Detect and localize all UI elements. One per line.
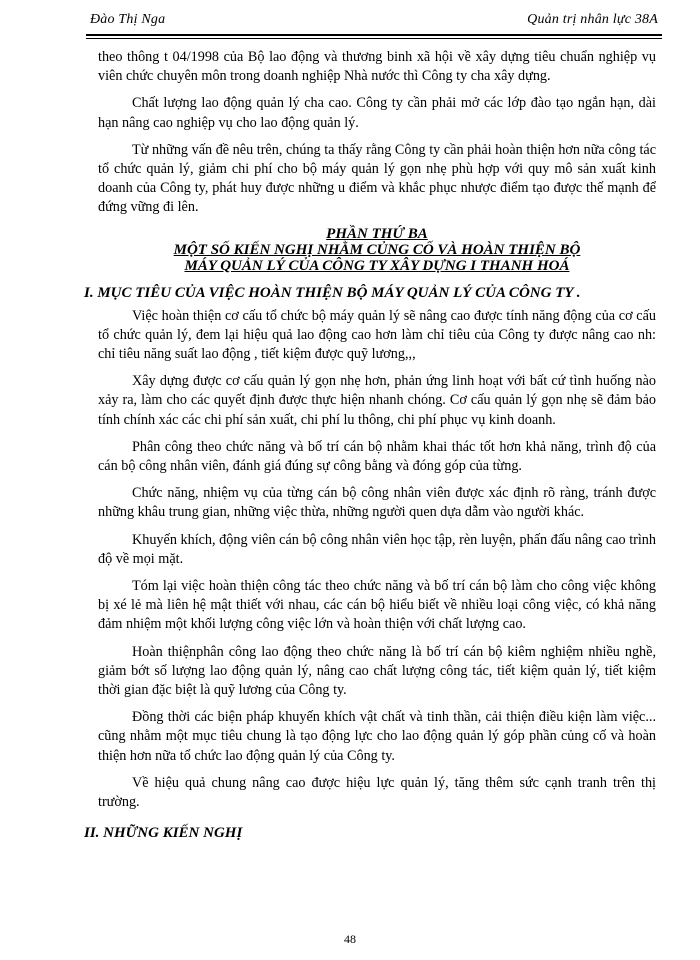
part-title [98, 226, 656, 274]
section-heading: I. MỤC TIÊU CỦA VIỆC HOÀN THIỆN BỘ MÁY QUẢN LÝ CỦA CÔNG TY . [84, 284, 581, 301]
paragraph: Chức năng, nhiệm vụ của từng cán bộ công nhân viên được xác định rõ ràng, tránh được những khâu trung gian, những việc thừa, những người quen dựa dẫm vào người khác. [98, 485, 656, 521]
paragraph: Phân công theo chức năng và bố trí cán bộ nhằm khai thác tốt hơn khả năng, trình độ của cán bộ công nhân viên, đánh giá đúng sự công bằng và đóng góp của từng. [98, 438, 656, 475]
header-rule-thin [86, 38, 662, 39]
header-author: Đào Thị Nga [90, 12, 166, 27]
paragraph: Khuyến khích, động viên cán bộ công nhân viên học tập, rèn luyện, phấn đấu nâng cao trình độ về mọi mặt. [98, 531, 656, 567]
part-title-line: PHẦN THỨ BA [326, 225, 428, 242]
paragraph: Tóm lại việc hoàn thiện công tác theo chức năng và bố trí cán bộ làm cho công việc không bị xé lẻ mà liên hệ mật thiết với nhau, các cán bộ hiểu biết về nhiều loại công việc, có khả năng đảm nhiệm một khối lượng công việc lớn và hoàn thiện với chất lượng cao. [98, 578, 656, 633]
paragraph: Đồng thời các biện pháp khuyến khích vật chất và tinh thần, cải thiện điều kiện làm việc... cũng nhằm một mục tiêu chung là tạo động lực cho lao động quản lý góp phần củng cố và hoàn thiện hơn nữa tổ chức lao động quản lý của Công ty. [98, 709, 656, 764]
part-title-line: MÁY QUẢN LÝ CỦA CÔNG TY XÂY DỰNG I THANH HOÁ [184, 257, 570, 274]
page-body [84, 48, 656, 847]
paragraph: Chất lượng lao động quản lý cha cao. Công ty cần phải mở các lớp đào tạo ngắn hạn, dài hạn nâng cao nghiệp vụ cho lao động quản lý. [98, 95, 656, 131]
paragraph: Việc hoàn thiện cơ cấu tổ chức bộ máy quản lý sẽ nâng cao được tính năng động của cơ cấu tổ chức quản lý, đem lại hiệu quả lao động cao hơn làm chỉ tiêu của Công ty được nâng cao nh: chỉ tiêu năng suất lao động , tiết kiệm được quỹ lương,,, [98, 307, 656, 363]
paragraph: Về hiệu quả chung nâng cao được hiệu lực quản lý, tăng thêm sức cạnh tranh trên thị trường. [98, 774, 656, 811]
paragraph: theo thông t 04/1998 của Bộ lao động và thương binh xã hội về xây dựng tiêu chuẩn nghiệp vụ viên chức chuyên môn trong doanh nghiệp Nhà nước thì Công ty cha xây dựng. [98, 49, 656, 85]
section-heading: II. NHỮNG KIẾN NGHỊ [84, 825, 243, 842]
paragraph: Từ những vấn đề nêu trên, chúng ta thấy rằng Công ty cần phải hoàn thiện hơn nữa công tác tổ chức quản lý, giảm chi phí cho bộ máy quản lý gọn nhẹ phù hợp với quy mô sản xuất kinh doanh của Công ty, phát huy được những u điểm và khắc phục nhược điểm tạo được thế mạnh để đứng vững đi lên. [98, 141, 656, 216]
header-course: Quản trị nhân lực 38A [527, 12, 658, 27]
header-rule-thick [86, 34, 662, 36]
part-title-line: MỘT SỐ KIẾN NGHỊ NHẰM CỦNG CỐ VÀ HOÀN THIỆN BỘ [173, 241, 581, 258]
paragraph: Xây dựng được cơ cấu quản lý gọn nhẹ hơn, phản ứng linh hoạt với bất cứ tình huống nào xảy ra, làm cho các quyết định được thực hiện nhanh chóng. Cơ cấu quản lý gọn nhẹ sẽ đảm bảo tính chính xác các chi phí sản xuất, chi phí lu thông, chi phí phục vụ kinh doanh. [98, 373, 656, 428]
running-header [86, 10, 662, 32]
paragraph: Hoàn thiệnphân công lao động theo chức năng là bố trí cán bộ kiêm nghiệm nhiều nghề, giảm bớt số lượng lao động quản lý, nâng cao chất lượng công tác, tiết kiệm quản lý, tiết kiệm thời gian đặc biệt là quỹ lương của Công ty. [98, 643, 656, 699]
page-number: 48 [344, 932, 356, 946]
